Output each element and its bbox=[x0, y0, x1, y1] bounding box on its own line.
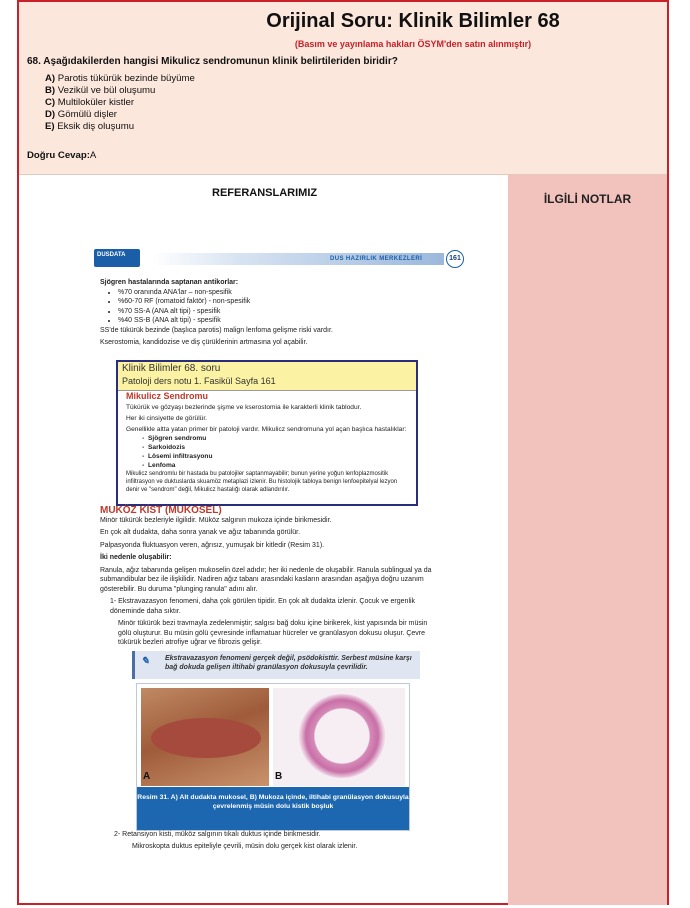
retansiyon-section bbox=[114, 830, 444, 852]
disease-list bbox=[126, 434, 412, 470]
references-heading: REFERANSLARIMIZ bbox=[212, 187, 318, 199]
mukoz-section bbox=[100, 506, 440, 648]
figure-resim-31 bbox=[136, 683, 410, 831]
sjogren-section bbox=[100, 278, 430, 348]
paragraph: Ranula, ağız tabanında gelişen mukoselin özel adıdır; her iki nedenle de oluşabilir. Ranula sublingual ya da submandibular bez ile ilişkilidir. Nadiren ağız tabanı arasındaki kasların arasından aşağıya doğru uzanım gösterebilir. Bu duruma "plunging ranula" adını alır. bbox=[100, 566, 432, 593]
list-item: • %70 oranında ANA'lar – non-spesifik bbox=[118, 288, 430, 298]
option-e: E) Eksik diş oluşumu bbox=[45, 121, 135, 132]
info-text: Ekstravazasyon fenomeni gerçek değil, psödokisttir. Serbest müsine karşı bağ dokuda gelişen iltihabi granülasyon dokusuyla çevrilidir. bbox=[165, 655, 412, 671]
highlight-box bbox=[116, 360, 418, 506]
paragraph: Her iki cinsiyette de görülür. bbox=[126, 415, 207, 422]
pencil-icon: ✎ bbox=[141, 656, 150, 667]
options-list bbox=[45, 73, 195, 133]
list-item: • %70 SS-A (ANA alt tipi) - spesifik bbox=[118, 307, 430, 317]
list-item: • %60-70 RF (romatoid faktör) - non-spesifik bbox=[118, 297, 430, 307]
highlight-line-1: Klinik Bilimler 68. soru bbox=[122, 363, 221, 374]
question-panel bbox=[19, 2, 667, 175]
option-c: C) Multiloküler kistler bbox=[45, 97, 135, 108]
paragraph: Mikroskopta duktus epiteliyle çevrili, müsin dolu gerçek kist olarak izlenir. bbox=[132, 843, 358, 850]
header-band-text: DUS HAZIRLIK MERKEZLERİ bbox=[330, 256, 423, 262]
page-number: 161 bbox=[446, 250, 464, 268]
option-b: B) Vezikül ve bül oluşumu bbox=[45, 85, 156, 96]
paragraph: Minör tükürük bezleriyle ilgilidir. Müköz salgının mukoza içinde birikmesidir. bbox=[100, 516, 332, 524]
paragraph: Genellikle altta yatan primer bir patoloji vardır. Mikulicz sendromuna yol açan başlıca hastalıklar: bbox=[126, 426, 407, 433]
list-item: - Sjögren sendromu bbox=[148, 434, 412, 443]
list-item: • %40 SS-B (ANA alt tipi) - spesifik bbox=[118, 316, 430, 326]
copyright-note: (Basım ve yayınlama hakları ÖSYM'den satın alınmıştır) bbox=[294, 39, 532, 49]
highlight-line-2: Patoloji ders notu 1. Fasikül Sayfa 161 bbox=[122, 376, 276, 386]
page-title: Orijinal Soru: Klinik Bilimler 68 bbox=[266, 10, 560, 32]
mukoz-heading: MUKÖZ KİST (MUKOSEL) bbox=[100, 505, 222, 516]
question-card bbox=[17, 0, 669, 905]
paragraph: İki nedenle oluşabilir: bbox=[100, 554, 172, 561]
highlight-label bbox=[118, 362, 416, 391]
sjogren-line: SS'de tükürük bezinde (başlıca parotis) malign lenfoma gelişme riski vardır. bbox=[100, 326, 333, 334]
paragraph: Palpasyonda fluktuasyon veren, ağrısız, yumuşak bir kitledir (Resim 31). bbox=[100, 541, 325, 549]
paragraph: En çok alt dudakta, daha sonra yanak ve ağız tabanında görülür. bbox=[100, 529, 301, 536]
option-d: D) Gömülü dişler bbox=[45, 109, 117, 120]
sjogren-heading: Sjögren hastalarında saptanan antikorlar: bbox=[100, 279, 239, 286]
figure-label-a: A bbox=[143, 771, 151, 782]
correct-answer: Doğru Cevap:A bbox=[27, 150, 97, 161]
paragraph: Minör tükürük bezi travmayla zedelenmiştir; salgısı bağ doku içine birikerek, kist yapısında bir müsin gölü oluşturur. Bu müsin gölü çevresinde inflamatuar hücreler ve granülasyon dokusu oluşur. Çevre tükürük bezleri atrofiye uğrar ve fibrozis gelişir. bbox=[118, 620, 428, 646]
sjogren-line: Kserostomia, kandidozise ve diş çürüklerinin artmasına yol açabilir. bbox=[100, 339, 308, 346]
list-item: - Sarkoidozis bbox=[148, 443, 412, 452]
option-a: A) Parotis tükürük bezinde büyüme bbox=[45, 73, 195, 84]
paragraph: 2- Retansiyon kisti, müköz salgının tıkalı duktus içinde birikmesidir. bbox=[114, 831, 321, 838]
list-item: - Lenfoma bbox=[148, 461, 412, 470]
histology-photo bbox=[273, 688, 405, 786]
notes-panel bbox=[508, 175, 667, 905]
mikulicz-heading: Mikulicz Sendromu bbox=[126, 391, 209, 401]
lip-mucocele-photo bbox=[141, 688, 269, 786]
paragraph: Mikulicz sendromlu bir hastada bu patolojiler saptanmayabilir; bunun yerine yoğun lenfoplazmositik infiltrasyon ve duktuslarda skuamöz metaplazi izlenir. Bu histolojik tabloya benign lenfoepitelyal lezyon denir ve "sendrom" değil, Mikulicz hastalığı olarak adlandırılır. bbox=[126, 471, 398, 493]
list-item: - Lösemi infiltrasyonu bbox=[148, 452, 412, 461]
question-text: 68. Aşağıdakilerden hangisi Mikulicz sendromunun klinik belirtileriden biridir? bbox=[27, 56, 398, 67]
reference-page-image bbox=[92, 248, 474, 858]
figure-label-b: B bbox=[275, 771, 283, 782]
notes-heading: İLGİLİ NOTLAR bbox=[543, 192, 632, 206]
mikulicz-section bbox=[126, 392, 412, 494]
info-box bbox=[132, 651, 420, 679]
publisher-logo: DUSDATA bbox=[94, 249, 140, 267]
figure-caption: Resim 31. A) Alt dudakta mukosel, B) Mukoza içinde, iltihabi granülasyon dokusuyla çevrelenmiş müsin dolu kistik boşluk bbox=[137, 787, 409, 830]
paragraph: 1- Ekstravazasyon fenomeni, daha çok görülen tipidir. En çok alt dudakta izlenir. Çocuk ve ergenlik döneminde daha sıktır. bbox=[110, 598, 416, 615]
paragraph: Tükürük ve gözyaşı bezlerinde şişme ve kserostomia ile karakterli klinik tablodur. bbox=[126, 404, 362, 411]
antibody-list bbox=[100, 288, 430, 326]
